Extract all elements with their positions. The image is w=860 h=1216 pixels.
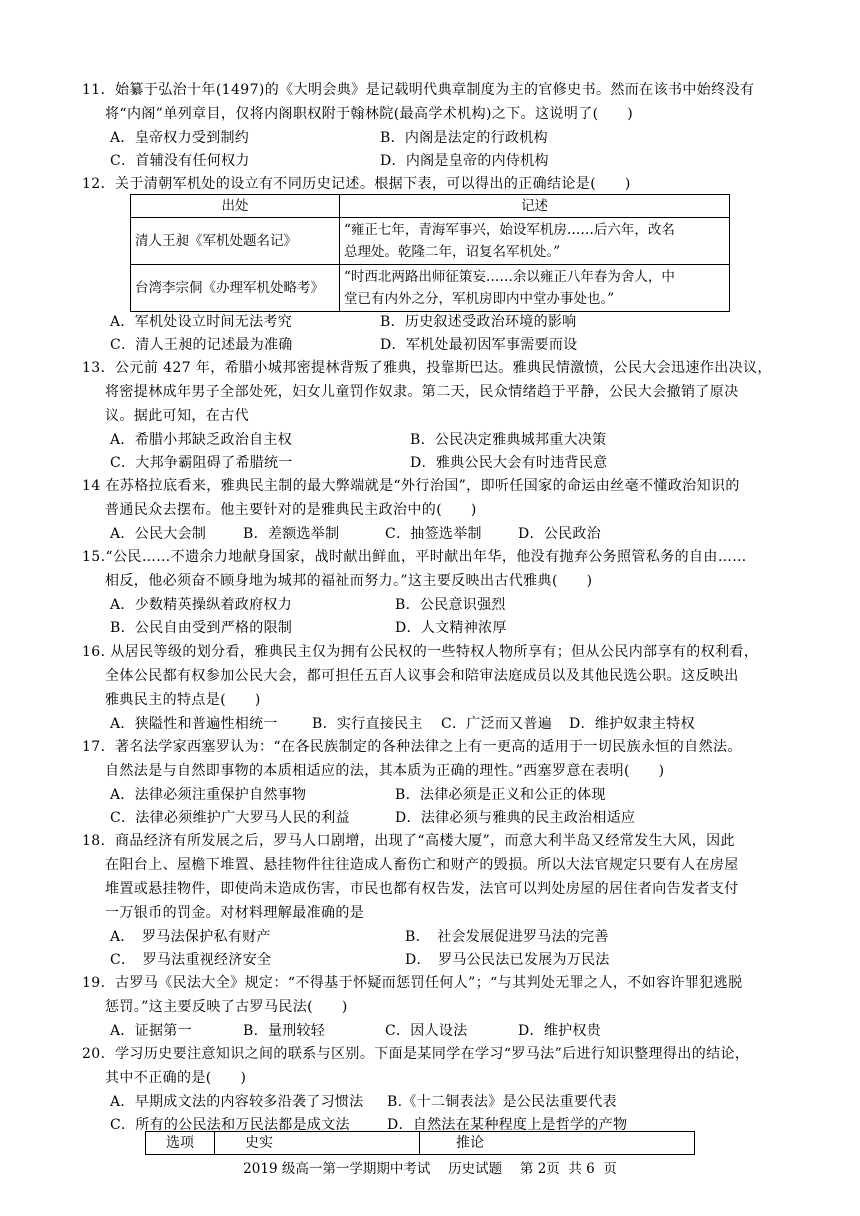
q17-option-b[interactable]: B．法律必须是正义和公正的体现 [395, 787, 606, 803]
q12-source-table [130, 194, 730, 312]
q12-option-c[interactable]: C．清人王昶的记述最为准确 [110, 337, 293, 353]
q13-option-a[interactable]: A．希腊小邦缺乏政治自主权 [110, 432, 293, 448]
table-row [131, 218, 730, 265]
q17-option-d[interactable]: D．法律必须与雅典的民主政治相适应 [395, 810, 636, 826]
q19-option-c[interactable]: C．因人设法 [385, 1023, 468, 1039]
q16-option-d[interactable]: D．维护奴隶主特权 [569, 716, 695, 732]
q18-option-a[interactable]: A． 罗马法保护私有财产 [110, 929, 271, 945]
q15-stem-line-1: 15.“公民……不遗余力地献身国家，战时献出鲜血，平时献出年华，他没有抛弃公务照管私务的自由…… [82, 549, 747, 565]
table-cell-source: 台湾李宗侗《办理军机处略考》 [131, 265, 340, 312]
col-inference: 推论 [420, 1132, 695, 1155]
q18-stem-line-4: 一万银币的罚金。对材料理解最准确的是 [105, 905, 365, 921]
record-line: 堂已有内外之分，军机房即内中堂办事处也。” [344, 291, 615, 307]
q13-stem-line-2: 将密提林成年男子全部处死，妇女儿童罚作奴隶。第二天，民众情绪趋于平静，公民大会撤销了原决 [105, 384, 739, 400]
q16-stem-line-1: 16. 从居民等级的划分看，雅典民主仅为拥有公民权的一些特权人物所享有；但从公民内部享有的权利看， [82, 644, 759, 660]
q13-option-d[interactable]: D．雅典公民大会有时违背民意 [410, 455, 608, 471]
q15-option-a[interactable]: A．少数精英操纵着政府权力 [110, 597, 293, 613]
q13-option-c[interactable]: C．大邦争霸阻碍了希腊统一 [110, 455, 293, 471]
q11-stem-line-2: 将“内阁”单列章目，仅将内阁职权附于翰林院(最高学术机构)之下。这说明了( ) [105, 106, 634, 122]
record-line: “雍正七年，青海军事兴，始设军机房……后六年，改名 [344, 222, 675, 238]
q18-stem-line-2: 在阳台上、屋檐下堆置、悬挂物件往往造成人畜伤亡和财产的毁损。所以大法官规定只要有人在房屋 [105, 857, 739, 873]
table-header-row [131, 195, 730, 218]
q16-option-a[interactable]: A．狭隘性和普遍性相统一 [110, 716, 278, 732]
q20-stem-line-1: 20．学习历史要注意知识之间的联系与区别。下面是某同学在学习“罗马法”后进行知识整理得出的结论， [82, 1046, 750, 1062]
q12-option-b[interactable]: B．历史叙述受政治环境的影响 [380, 314, 577, 330]
table-header-record: 记述 [340, 195, 730, 218]
q14-stem-line-1: 14 在苏格拉底看来，雅典民主制的最大弊端就是“外行治国”，即听任国家的命运由丝毫不懂政治知识的 [82, 478, 740, 494]
q18-stem-line-1: 18．商品经济有所发展之后，罗马人口剧增，出现了“高楼大厦”，而意大利半岛又经常发生大风，因此 [82, 833, 735, 849]
table-cell-record [340, 218, 730, 265]
q18-option-d[interactable]: D． 罗马公民法已发展为万民法 [405, 952, 610, 968]
q19-stem-line-1: 19．古罗马《民法大全》规定：“不得基于怀疑而惩罚任何人”；“与其判处无罪之人，不如容许罪犯逃脱 [82, 975, 743, 991]
q11-option-c[interactable]: C．首辅没有任何权力 [110, 153, 250, 169]
q17-stem-line-1: 17．著名法学家西塞罗认为：“在各民族制定的各种法律之上有一更高的适用于一切民族永恒的自然法。 [82, 739, 742, 755]
q12-stem: 12．关于清朝军机处的设立有不同历史记述。根据下表，可以得出的正确结论是( ) [82, 176, 631, 192]
q16-option-c[interactable]: C．广泛而又普遍 [441, 716, 553, 732]
q14-stem-line-2: 普通民众去摆布。他主要针对的是雅典民主政治中的( ) [105, 502, 477, 518]
record-line: “时西北两路出师征策妄……余以雍正八年春为舍人，中 [344, 269, 675, 285]
q18-stem-line-3: 堆置或悬挂物件，即使尚未造成伤害，市民也都有权告发，法官可以判处房屋的居住者向告发者支付 [105, 881, 739, 897]
q19-option-b[interactable]: B．量刑较轻 [243, 1023, 326, 1039]
q14-option-a[interactable]: A．公民大会制 [110, 526, 207, 542]
q11-option-d[interactable]: D．内阁是皇帝的内侍机构 [380, 153, 549, 169]
table-row [131, 265, 730, 312]
table-cell-source: 清人王昶《军机处题名记》 [131, 218, 340, 265]
q11-option-a[interactable]: A．皇帝权力受到制约 [110, 130, 250, 146]
q17-option-a[interactable]: A．法律必须注重保护自然事物 [110, 787, 307, 803]
q18-option-c[interactable]: C． 罗马法重视经济安全 [110, 952, 272, 968]
col-option: 选项 [146, 1132, 215, 1155]
q15-option-d[interactable]: D．人文精神浓厚 [395, 620, 507, 636]
q14-option-c[interactable]: C．抽签选举制 [385, 526, 482, 542]
q13-stem-line-3: 议。据此可知，在古代 [105, 408, 249, 424]
q20-stem-line-2: 其中不正确的是( ) [105, 1070, 247, 1086]
q19-option-a[interactable]: A．证据第一 [110, 1023, 192, 1039]
q14-option-b[interactable]: B．差额选举制 [243, 526, 340, 542]
q20-option-a[interactable]: A．早期成文法的内容较多沿袭了习惯法 [110, 1094, 364, 1110]
q13-option-b[interactable]: B．公民决定雅典城邦重大决策 [410, 432, 607, 448]
record-line: 总理处。乾隆二年，诏复名军机处。” [344, 244, 561, 260]
q19-stem-line-2: 惩罚。”这主要反映了古罗马民法( ) [105, 999, 348, 1015]
table-header-source: 出处 [131, 195, 340, 218]
q11-option-b[interactable]: B．内阁是法定的行政机构 [380, 130, 548, 146]
table-row [146, 1132, 695, 1155]
q12-option-a[interactable]: A．军机处设立时间无法考究 [110, 314, 293, 330]
q16-option-b[interactable]: B．实行直接民主 [312, 716, 423, 732]
q20-option-d[interactable]: D．自然法在某种程度上是哲学的产物 [387, 1117, 628, 1133]
q19-option-d[interactable]: D．维护权贵 [518, 1023, 602, 1039]
q18-option-b[interactable]: B． 社会发展促进罗马法的完善 [405, 929, 609, 945]
q11-stem-line-1: 11．始纂于弘治十年(1497)的《大明会典》是记载明代典章制度为主的官修史书。然而在该书中始终没有 [82, 82, 755, 98]
q17-stem-line-2: 自然法是与自然即事物的本质相适应的法，其本质为正确的理性。”西塞罗意在表明( ) [105, 763, 665, 779]
q15-option-b2[interactable]: B．公民自由受到严格的限制 [110, 620, 293, 636]
q16-stem-line-2: 全体公民都有权参加公民大会，都可担任五百人议事会和陪审法庭成员以及其他民选公职。这反映出 [105, 668, 739, 684]
q17-option-c[interactable]: C．法律必须维护广大罗马人民的利益 [110, 810, 350, 826]
q16-stem-line-3: 雅典民主的特点是( ) [105, 692, 261, 708]
q14-option-d[interactable]: D．公民政治 [518, 526, 602, 542]
q15-option-b[interactable]: B．公民意识强烈 [395, 597, 506, 613]
q12-option-d[interactable]: D．军机处最初因军事需要而设 [380, 337, 578, 353]
q13-stem-line-1: 13．公元前 427 年，希腊小城邦密提林背叛了雅典，投靠斯巴达。雅典民情激愤，公民大会迅速作出决议， [82, 360, 772, 376]
table-cell-record [340, 265, 730, 312]
page-footer: 2019 级高一第一学期期中考试 历史试题 第 2页 共 6 页 [243, 1161, 617, 1177]
q20-option-b[interactable]: B.《十二铜表法》是公民法重要代表 [387, 1094, 617, 1110]
q20-option-c[interactable]: C．所有的公民法和万民法都是成文法 [110, 1117, 350, 1133]
col-fact: 史实 [215, 1132, 420, 1155]
q15-stem-line-2: 相反，他必须奋不顾身地为城邦的福祉而努力。”这主要反映出古代雅典( ) [105, 573, 593, 589]
answer-table-header [145, 1131, 695, 1155]
